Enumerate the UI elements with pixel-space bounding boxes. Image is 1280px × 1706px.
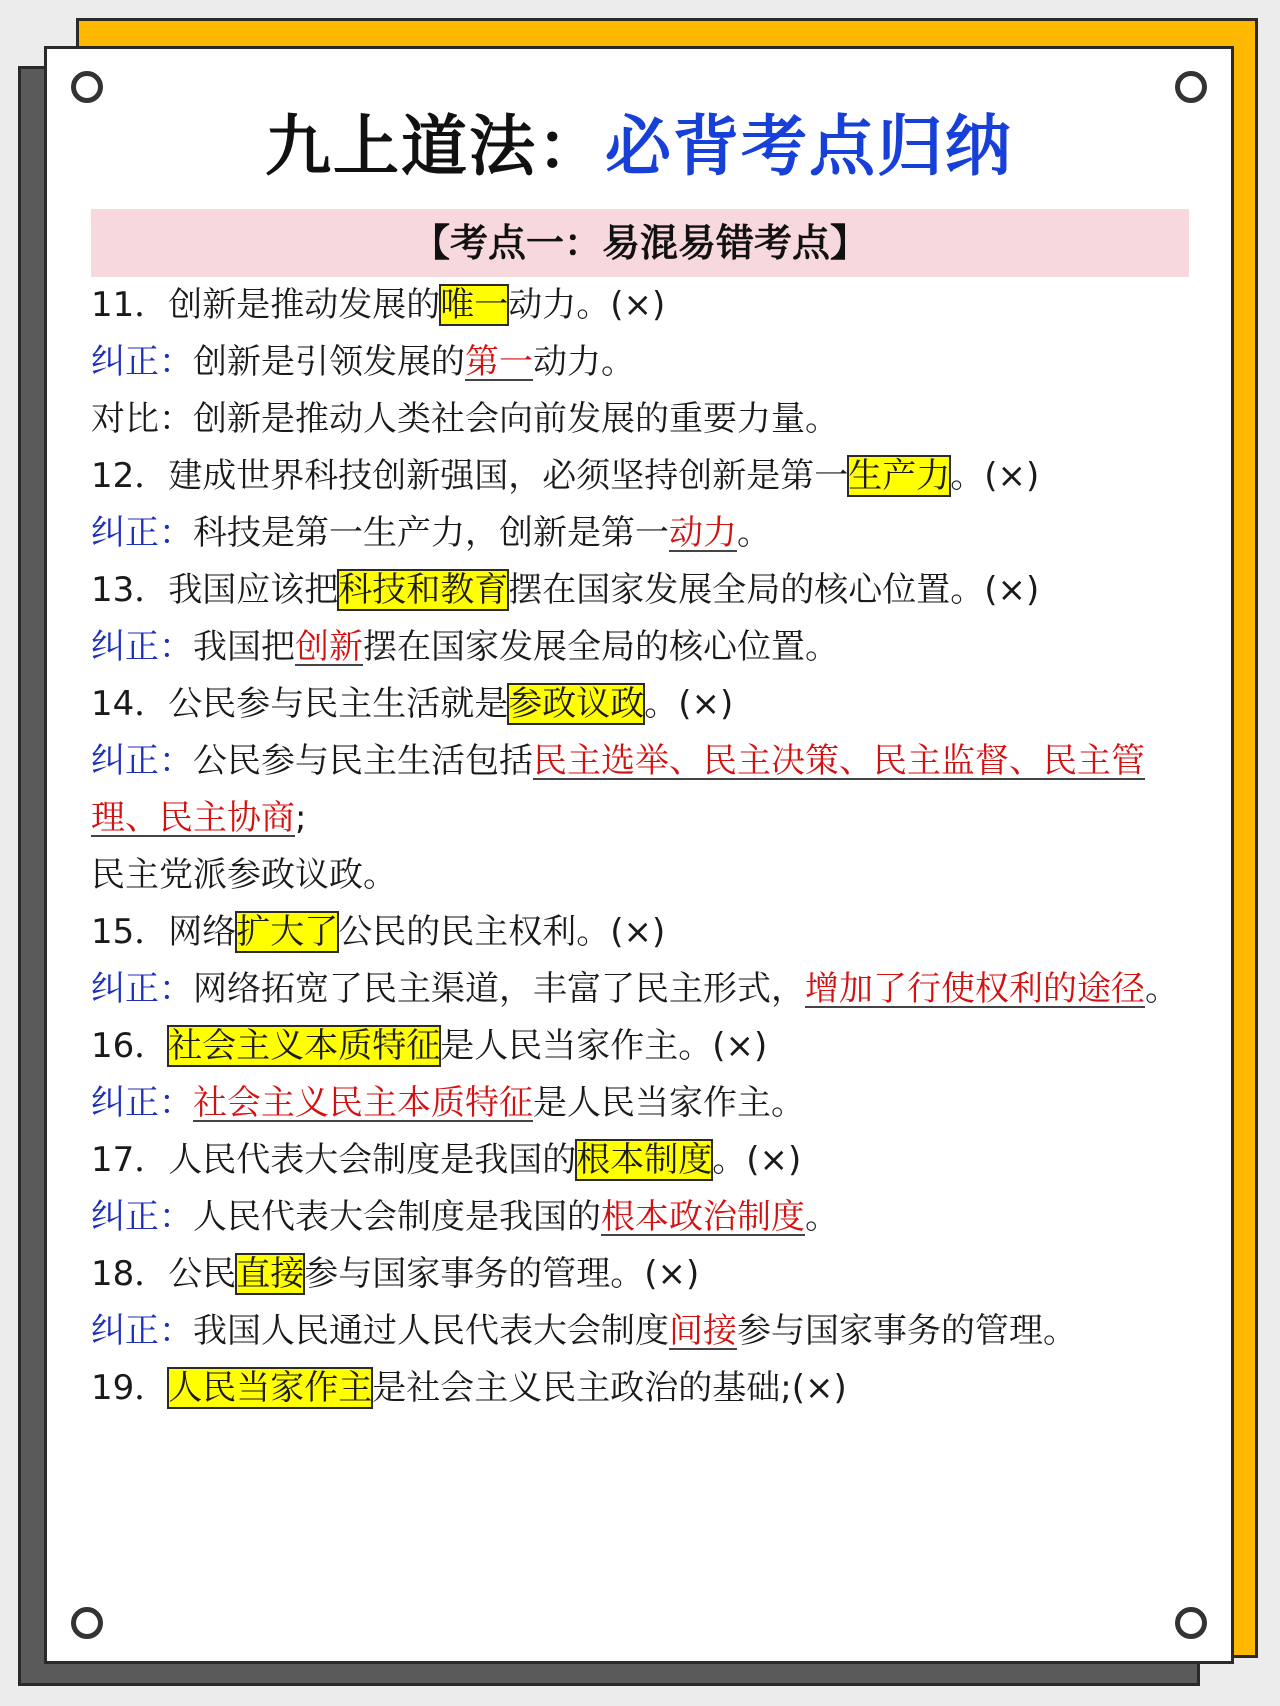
binder-ring-icon: [1175, 1607, 1207, 1639]
corrected-term: 间接: [669, 1311, 737, 1351]
point-15: [91, 904, 1191, 961]
highlighted-error: 直接: [236, 1254, 305, 1294]
point-16: [91, 1018, 1191, 1075]
correction-12: [91, 505, 1191, 562]
point-number: 16．: [91, 1026, 169, 1066]
note-text: 民主党派参政议政。: [91, 855, 397, 895]
corrected-term: 第一: [465, 342, 533, 382]
corrected-term: 民主选举、民主决策、民主监督、民主管理、民主协商: [91, 741, 1145, 838]
highlighted-error: 生产力: [848, 456, 951, 496]
correction-label: 纠正：: [91, 627, 193, 667]
correction-label: 纠正：: [91, 1197, 193, 1237]
correction-13: [91, 619, 1191, 676]
highlighted-error: 科技和教育: [338, 570, 509, 610]
point-number: 11．: [91, 285, 169, 325]
binder-ring-icon: [71, 1607, 103, 1639]
note-14: [91, 847, 1191, 904]
point-17: [91, 1132, 1191, 1189]
highlighted-error: 唯一: [440, 285, 509, 325]
point-number: 13．: [91, 570, 169, 610]
statement-text: 我国应该把: [168, 570, 339, 610]
correction-label: 纠正：: [91, 741, 193, 781]
correction-text: 。: [1145, 969, 1179, 1009]
correction-18: [91, 1303, 1191, 1360]
correction-text: 参与国家事务的管理。: [737, 1311, 1077, 1351]
correction-text: 我国人民通过人民代表大会制度: [193, 1311, 669, 1351]
correction-text: 摆在国家发展全局的核心位置。: [363, 627, 839, 667]
points-list: [91, 277, 1191, 1417]
point-13: [91, 562, 1191, 619]
correction-label: 纠正：: [91, 513, 193, 553]
corrected-term: 增加了行使权利的途径: [805, 969, 1145, 1009]
note-card: [44, 46, 1234, 1664]
highlighted-error: 扩大了: [236, 912, 339, 952]
corrected-term: 社会主义民主本质特征: [193, 1083, 533, 1123]
comparison-text: 对比：创新是推动人类社会向前发展的重要力量。: [91, 399, 839, 439]
correction-text: 动力。: [533, 342, 635, 382]
correction-text: 是人民当家作主。: [533, 1083, 805, 1123]
correction-text: 公民参与民主生活包括: [193, 741, 533, 781]
comparison-11: [91, 391, 1191, 448]
correction-14: [91, 733, 1191, 847]
correction-text: 我国把: [193, 627, 295, 667]
section-banner: 【考点一：易混易错考点】: [91, 209, 1189, 277]
correction-text: 科技是第一生产力，创新是第一: [193, 513, 669, 553]
correction-label: 纠正：: [91, 969, 193, 1009]
statement-text: 摆在国家发展全局的核心位置。(×): [508, 570, 1040, 610]
point-number: 19．: [91, 1368, 169, 1408]
statement-text: 创新是推动发展的: [168, 285, 441, 325]
point-14: [91, 676, 1191, 733]
point-18: [91, 1246, 1191, 1303]
point-12: [91, 448, 1191, 505]
statement-text: 动力。(×): [508, 285, 666, 325]
correction-16: [91, 1075, 1191, 1132]
point-number: 17．: [91, 1140, 169, 1180]
binder-ring-icon: [1175, 71, 1207, 103]
correction-17: [91, 1189, 1191, 1246]
correction-15: [91, 961, 1191, 1018]
statement-text: 公民: [168, 1254, 237, 1294]
correction-text: 创新是引领发展的: [193, 342, 465, 382]
point-number: 15．: [91, 912, 169, 952]
point-19: [91, 1360, 1191, 1417]
corrected-term: 动力: [669, 513, 737, 553]
title-prefix: 九上道法：: [265, 108, 605, 185]
statement-text: 公民参与民主生活就是: [168, 684, 509, 724]
highlighted-error: 人民当家作主: [168, 1368, 373, 1408]
statement-text: 是社会主义民主政治的基础;(×): [372, 1368, 847, 1408]
title-highlight: 必背考点归纳: [605, 108, 1013, 185]
statement-text: 。(×): [644, 684, 734, 724]
statement-text: 参与国家事务的管理。(×): [304, 1254, 700, 1294]
corrected-term: 根本政治制度: [601, 1197, 805, 1237]
correction-text: 人民代表大会制度是我国的: [193, 1197, 601, 1237]
statement-text: 网络: [168, 912, 237, 952]
statement-text: 。(×): [712, 1140, 802, 1180]
highlighted-error: 参政议政: [508, 684, 645, 724]
statement-text: 人民代表大会制度是我国的: [168, 1140, 577, 1180]
correction-text: 。: [805, 1197, 839, 1237]
point-number: 12．: [91, 456, 169, 496]
correction-text: ;: [295, 798, 307, 838]
page-title: [47, 107, 1231, 187]
correction-label: 纠正：: [91, 1311, 193, 1351]
point-number: 14．: [91, 684, 169, 724]
binder-ring-icon: [71, 71, 103, 103]
point-11: [91, 277, 1191, 334]
correction-11: [91, 334, 1191, 391]
correction-label: 纠正：: [91, 342, 193, 382]
correction-text: 。: [737, 513, 771, 553]
highlighted-error: 根本制度: [576, 1140, 713, 1180]
statement-text: 。(×): [950, 456, 1040, 496]
corrected-term: 创新: [295, 627, 363, 667]
point-number: 18．: [91, 1254, 169, 1294]
statement-text: 建成世界科技创新强国，必须坚持创新是第一: [168, 456, 849, 496]
statement-text: 是人民当家作主。(×): [440, 1026, 768, 1066]
statement-text: 公民的民主权利。(×): [338, 912, 666, 952]
highlighted-error: 社会主义本质特征: [168, 1026, 441, 1066]
correction-label: 纠正：: [91, 1083, 193, 1123]
correction-text: 网络拓宽了民主渠道，丰富了民主形式，: [193, 969, 805, 1009]
